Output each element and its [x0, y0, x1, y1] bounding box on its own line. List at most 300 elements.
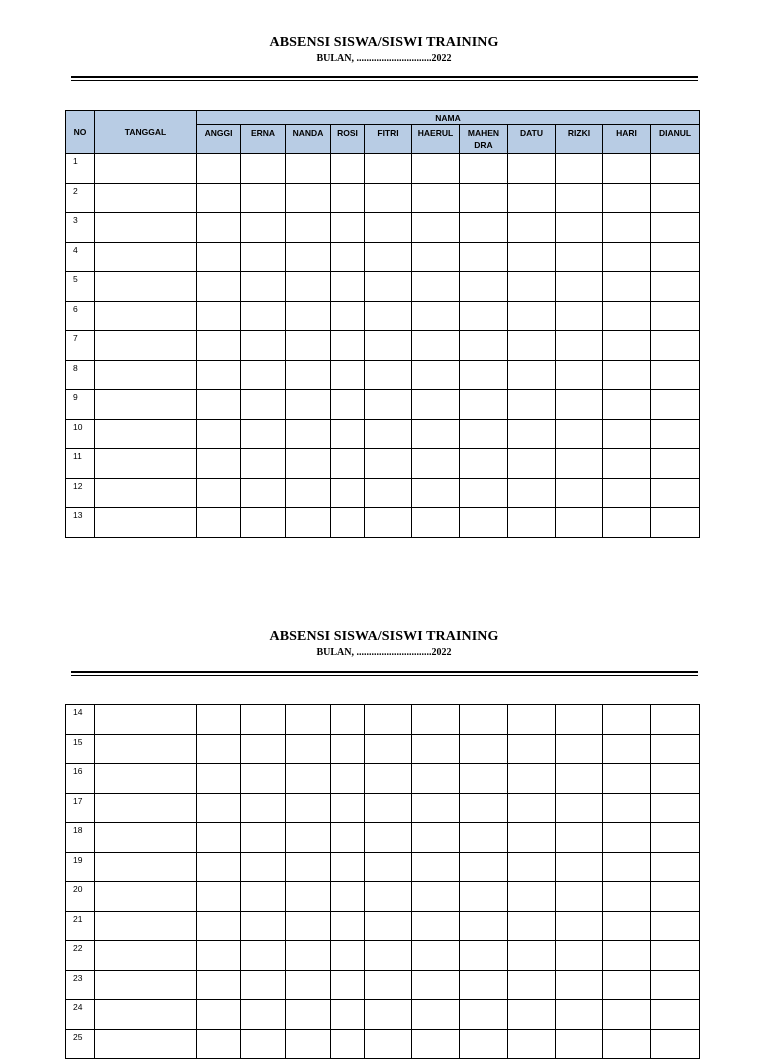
attendance-cell[interactable]	[412, 183, 460, 213]
attendance-cell[interactable]	[331, 183, 365, 213]
attendance-cell[interactable]	[331, 941, 365, 971]
attendance-cell[interactable]	[412, 478, 460, 508]
attendance-cell[interactable]	[508, 734, 556, 764]
attendance-cell[interactable]	[508, 301, 556, 331]
attendance-cell[interactable]	[460, 970, 508, 1000]
attendance-cell[interactable]	[508, 183, 556, 213]
attendance-cell[interactable]	[331, 705, 365, 735]
attendance-cell[interactable]	[460, 419, 508, 449]
attendance-cell[interactable]	[286, 419, 331, 449]
attendance-cell[interactable]	[508, 272, 556, 302]
attendance-cell[interactable]	[508, 419, 556, 449]
attendance-cell[interactable]	[286, 941, 331, 971]
attendance-cell[interactable]	[556, 852, 603, 882]
date-cell[interactable]	[95, 390, 197, 420]
attendance-cell[interactable]	[556, 941, 603, 971]
attendance-cell[interactable]	[197, 301, 241, 331]
date-cell[interactable]	[95, 852, 197, 882]
attendance-cell[interactable]	[556, 1029, 603, 1059]
attendance-cell[interactable]	[460, 272, 508, 302]
attendance-cell[interactable]	[603, 852, 651, 882]
attendance-cell[interactable]	[651, 823, 700, 853]
attendance-cell[interactable]	[603, 154, 651, 184]
attendance-cell[interactable]	[556, 705, 603, 735]
attendance-cell[interactable]	[286, 911, 331, 941]
attendance-cell[interactable]	[460, 183, 508, 213]
attendance-cell[interactable]	[286, 154, 331, 184]
attendance-cell[interactable]	[286, 882, 331, 912]
date-cell[interactable]	[95, 331, 197, 361]
date-cell[interactable]	[95, 301, 197, 331]
attendance-cell[interactable]	[241, 764, 286, 794]
attendance-cell[interactable]	[412, 242, 460, 272]
attendance-cell[interactable]	[331, 1029, 365, 1059]
date-cell[interactable]	[95, 705, 197, 735]
attendance-cell[interactable]	[197, 1029, 241, 1059]
attendance-cell[interactable]	[556, 360, 603, 390]
attendance-cell[interactable]	[556, 390, 603, 420]
attendance-cell[interactable]	[286, 449, 331, 479]
attendance-cell[interactable]	[603, 793, 651, 823]
attendance-cell[interactable]	[508, 449, 556, 479]
attendance-cell[interactable]	[412, 823, 460, 853]
attendance-cell[interactable]	[651, 852, 700, 882]
attendance-cell[interactable]	[651, 242, 700, 272]
attendance-cell[interactable]	[556, 882, 603, 912]
attendance-cell[interactable]	[603, 882, 651, 912]
attendance-cell[interactable]	[412, 941, 460, 971]
attendance-cell[interactable]	[460, 154, 508, 184]
attendance-cell[interactable]	[651, 882, 700, 912]
attendance-cell[interactable]	[508, 970, 556, 1000]
attendance-cell[interactable]	[365, 705, 412, 735]
attendance-cell[interactable]	[365, 183, 412, 213]
date-cell[interactable]	[95, 911, 197, 941]
attendance-cell[interactable]	[603, 301, 651, 331]
attendance-cell[interactable]	[460, 213, 508, 243]
attendance-cell[interactable]	[197, 449, 241, 479]
attendance-cell[interactable]	[508, 508, 556, 538]
attendance-cell[interactable]	[241, 154, 286, 184]
attendance-cell[interactable]	[331, 823, 365, 853]
attendance-cell[interactable]	[286, 478, 331, 508]
attendance-cell[interactable]	[508, 793, 556, 823]
attendance-cell[interactable]	[365, 242, 412, 272]
attendance-cell[interactable]	[331, 970, 365, 1000]
attendance-cell[interactable]	[412, 331, 460, 361]
attendance-cell[interactable]	[412, 734, 460, 764]
date-cell[interactable]	[95, 360, 197, 390]
date-cell[interactable]	[95, 508, 197, 538]
attendance-cell[interactable]	[412, 213, 460, 243]
attendance-cell[interactable]	[365, 823, 412, 853]
attendance-cell[interactable]	[460, 360, 508, 390]
date-cell[interactable]	[95, 242, 197, 272]
attendance-cell[interactable]	[412, 154, 460, 184]
attendance-cell[interactable]	[603, 734, 651, 764]
attendance-cell[interactable]	[556, 331, 603, 361]
attendance-cell[interactable]	[412, 301, 460, 331]
date-cell[interactable]	[95, 1029, 197, 1059]
attendance-cell[interactable]	[651, 941, 700, 971]
date-cell[interactable]	[95, 970, 197, 1000]
attendance-cell[interactable]	[365, 301, 412, 331]
attendance-cell[interactable]	[651, 911, 700, 941]
attendance-cell[interactable]	[651, 793, 700, 823]
attendance-cell[interactable]	[460, 734, 508, 764]
attendance-cell[interactable]	[603, 183, 651, 213]
attendance-cell[interactable]	[508, 911, 556, 941]
attendance-cell[interactable]	[603, 911, 651, 941]
attendance-cell[interactable]	[365, 213, 412, 243]
attendance-cell[interactable]	[331, 1000, 365, 1030]
attendance-cell[interactable]	[197, 242, 241, 272]
attendance-cell[interactable]	[460, 941, 508, 971]
attendance-cell[interactable]	[460, 301, 508, 331]
attendance-cell[interactable]	[556, 970, 603, 1000]
attendance-cell[interactable]	[460, 449, 508, 479]
attendance-cell[interactable]	[286, 213, 331, 243]
attendance-cell[interactable]	[197, 852, 241, 882]
attendance-cell[interactable]	[365, 508, 412, 538]
attendance-cell[interactable]	[603, 1000, 651, 1030]
attendance-cell[interactable]	[651, 360, 700, 390]
attendance-cell[interactable]	[286, 705, 331, 735]
attendance-cell[interactable]	[603, 272, 651, 302]
attendance-cell[interactable]	[197, 183, 241, 213]
attendance-cell[interactable]	[508, 882, 556, 912]
attendance-cell[interactable]	[412, 390, 460, 420]
attendance-cell[interactable]	[286, 183, 331, 213]
attendance-cell[interactable]	[508, 242, 556, 272]
attendance-cell[interactable]	[460, 823, 508, 853]
attendance-cell[interactable]	[556, 478, 603, 508]
attendance-cell[interactable]	[286, 390, 331, 420]
attendance-cell[interactable]	[197, 970, 241, 1000]
attendance-cell[interactable]	[412, 1000, 460, 1030]
attendance-cell[interactable]	[365, 970, 412, 1000]
attendance-cell[interactable]	[460, 911, 508, 941]
attendance-cell[interactable]	[508, 852, 556, 882]
attendance-cell[interactable]	[331, 508, 365, 538]
attendance-cell[interactable]	[331, 449, 365, 479]
attendance-cell[interactable]	[241, 941, 286, 971]
attendance-cell[interactable]	[197, 390, 241, 420]
attendance-cell[interactable]	[508, 1029, 556, 1059]
attendance-cell[interactable]	[460, 242, 508, 272]
attendance-cell[interactable]	[412, 852, 460, 882]
date-cell[interactable]	[95, 183, 197, 213]
attendance-cell[interactable]	[651, 449, 700, 479]
attendance-cell[interactable]	[286, 301, 331, 331]
attendance-cell[interactable]	[197, 478, 241, 508]
attendance-cell[interactable]	[603, 242, 651, 272]
attendance-cell[interactable]	[508, 478, 556, 508]
attendance-cell[interactable]	[241, 882, 286, 912]
attendance-cell[interactable]	[241, 390, 286, 420]
attendance-cell[interactable]	[241, 419, 286, 449]
date-cell[interactable]	[95, 1000, 197, 1030]
attendance-cell[interactable]	[331, 852, 365, 882]
attendance-cell[interactable]	[241, 734, 286, 764]
attendance-cell[interactable]	[241, 970, 286, 1000]
attendance-cell[interactable]	[412, 508, 460, 538]
attendance-cell[interactable]	[412, 970, 460, 1000]
date-cell[interactable]	[95, 793, 197, 823]
attendance-cell[interactable]	[197, 272, 241, 302]
attendance-cell[interactable]	[651, 331, 700, 361]
attendance-cell[interactable]	[603, 823, 651, 853]
date-cell[interactable]	[95, 823, 197, 853]
attendance-cell[interactable]	[651, 508, 700, 538]
attendance-cell[interactable]	[508, 705, 556, 735]
attendance-cell[interactable]	[365, 449, 412, 479]
attendance-cell[interactable]	[331, 882, 365, 912]
attendance-cell[interactable]	[603, 213, 651, 243]
attendance-cell[interactable]	[241, 331, 286, 361]
date-cell[interactable]	[95, 449, 197, 479]
attendance-cell[interactable]	[365, 419, 412, 449]
attendance-cell[interactable]	[651, 213, 700, 243]
attendance-cell[interactable]	[197, 734, 241, 764]
attendance-cell[interactable]	[197, 764, 241, 794]
attendance-cell[interactable]	[556, 508, 603, 538]
date-cell[interactable]	[95, 734, 197, 764]
attendance-cell[interactable]	[286, 331, 331, 361]
date-cell[interactable]	[95, 213, 197, 243]
attendance-cell[interactable]	[460, 1029, 508, 1059]
attendance-cell[interactable]	[603, 449, 651, 479]
attendance-cell[interactable]	[286, 823, 331, 853]
attendance-cell[interactable]	[603, 478, 651, 508]
date-cell[interactable]	[95, 419, 197, 449]
attendance-cell[interactable]	[331, 154, 365, 184]
attendance-cell[interactable]	[241, 508, 286, 538]
attendance-cell[interactable]	[197, 360, 241, 390]
attendance-cell[interactable]	[365, 1000, 412, 1030]
attendance-cell[interactable]	[508, 154, 556, 184]
attendance-cell[interactable]	[241, 449, 286, 479]
attendance-cell[interactable]	[603, 764, 651, 794]
attendance-cell[interactable]	[241, 852, 286, 882]
attendance-cell[interactable]	[241, 301, 286, 331]
attendance-cell[interactable]	[412, 419, 460, 449]
attendance-cell[interactable]	[365, 941, 412, 971]
attendance-cell[interactable]	[197, 508, 241, 538]
attendance-cell[interactable]	[556, 242, 603, 272]
attendance-cell[interactable]	[331, 911, 365, 941]
attendance-cell[interactable]	[331, 734, 365, 764]
attendance-cell[interactable]	[651, 970, 700, 1000]
attendance-cell[interactable]	[603, 705, 651, 735]
attendance-cell[interactable]	[460, 852, 508, 882]
attendance-cell[interactable]	[556, 419, 603, 449]
attendance-cell[interactable]	[331, 478, 365, 508]
attendance-cell[interactable]	[651, 1029, 700, 1059]
attendance-cell[interactable]	[286, 1000, 331, 1030]
attendance-cell[interactable]	[651, 154, 700, 184]
attendance-cell[interactable]	[556, 793, 603, 823]
attendance-cell[interactable]	[556, 734, 603, 764]
attendance-cell[interactable]	[651, 478, 700, 508]
attendance-cell[interactable]	[241, 793, 286, 823]
attendance-cell[interactable]	[197, 213, 241, 243]
attendance-cell[interactable]	[286, 852, 331, 882]
attendance-cell[interactable]	[241, 242, 286, 272]
attendance-cell[interactable]	[286, 360, 331, 390]
attendance-cell[interactable]	[460, 390, 508, 420]
attendance-cell[interactable]	[241, 272, 286, 302]
attendance-cell[interactable]	[603, 419, 651, 449]
attendance-cell[interactable]	[331, 360, 365, 390]
attendance-cell[interactable]	[460, 705, 508, 735]
attendance-cell[interactable]	[508, 764, 556, 794]
attendance-cell[interactable]	[331, 272, 365, 302]
attendance-cell[interactable]	[197, 823, 241, 853]
attendance-cell[interactable]	[286, 734, 331, 764]
attendance-cell[interactable]	[651, 705, 700, 735]
attendance-cell[interactable]	[460, 331, 508, 361]
attendance-cell[interactable]	[651, 301, 700, 331]
attendance-cell[interactable]	[197, 1000, 241, 1030]
attendance-cell[interactable]	[460, 508, 508, 538]
attendance-cell[interactable]	[365, 154, 412, 184]
attendance-cell[interactable]	[331, 764, 365, 794]
attendance-cell[interactable]	[241, 911, 286, 941]
attendance-cell[interactable]	[508, 1000, 556, 1030]
attendance-cell[interactable]	[508, 213, 556, 243]
attendance-cell[interactable]	[365, 478, 412, 508]
date-cell[interactable]	[95, 478, 197, 508]
attendance-cell[interactable]	[603, 941, 651, 971]
date-cell[interactable]	[95, 941, 197, 971]
attendance-cell[interactable]	[241, 360, 286, 390]
attendance-cell[interactable]	[197, 882, 241, 912]
attendance-cell[interactable]	[197, 941, 241, 971]
attendance-cell[interactable]	[651, 734, 700, 764]
attendance-cell[interactable]	[286, 1029, 331, 1059]
attendance-cell[interactable]	[508, 941, 556, 971]
attendance-cell[interactable]	[331, 213, 365, 243]
attendance-cell[interactable]	[365, 272, 412, 302]
attendance-cell[interactable]	[412, 882, 460, 912]
attendance-cell[interactable]	[331, 242, 365, 272]
attendance-cell[interactable]	[651, 419, 700, 449]
attendance-cell[interactable]	[412, 360, 460, 390]
attendance-cell[interactable]	[556, 183, 603, 213]
attendance-cell[interactable]	[197, 419, 241, 449]
attendance-cell[interactable]	[460, 793, 508, 823]
attendance-cell[interactable]	[286, 970, 331, 1000]
attendance-cell[interactable]	[556, 272, 603, 302]
attendance-cell[interactable]	[508, 823, 556, 853]
attendance-cell[interactable]	[241, 705, 286, 735]
attendance-cell[interactable]	[286, 508, 331, 538]
attendance-cell[interactable]	[412, 1029, 460, 1059]
attendance-cell[interactable]	[603, 360, 651, 390]
attendance-cell[interactable]	[556, 449, 603, 479]
attendance-cell[interactable]	[412, 793, 460, 823]
attendance-cell[interactable]	[651, 1000, 700, 1030]
attendance-cell[interactable]	[460, 478, 508, 508]
attendance-cell[interactable]	[331, 419, 365, 449]
attendance-cell[interactable]	[365, 882, 412, 912]
attendance-cell[interactable]	[651, 764, 700, 794]
attendance-cell[interactable]	[460, 882, 508, 912]
attendance-cell[interactable]	[412, 705, 460, 735]
attendance-cell[interactable]	[603, 331, 651, 361]
attendance-cell[interactable]	[241, 213, 286, 243]
attendance-cell[interactable]	[365, 360, 412, 390]
attendance-cell[interactable]	[508, 390, 556, 420]
attendance-cell[interactable]	[365, 793, 412, 823]
attendance-cell[interactable]	[556, 764, 603, 794]
attendance-cell[interactable]	[241, 183, 286, 213]
attendance-cell[interactable]	[603, 390, 651, 420]
attendance-cell[interactable]	[365, 1029, 412, 1059]
attendance-cell[interactable]	[241, 478, 286, 508]
attendance-cell[interactable]	[286, 793, 331, 823]
attendance-cell[interactable]	[286, 242, 331, 272]
attendance-cell[interactable]	[197, 793, 241, 823]
attendance-cell[interactable]	[460, 1000, 508, 1030]
date-cell[interactable]	[95, 882, 197, 912]
attendance-cell[interactable]	[412, 449, 460, 479]
attendance-cell[interactable]	[508, 331, 556, 361]
attendance-cell[interactable]	[412, 272, 460, 302]
attendance-cell[interactable]	[603, 508, 651, 538]
attendance-cell[interactable]	[286, 272, 331, 302]
attendance-cell[interactable]	[651, 272, 700, 302]
attendance-cell[interactable]	[460, 764, 508, 794]
attendance-cell[interactable]	[365, 734, 412, 764]
attendance-cell[interactable]	[556, 301, 603, 331]
attendance-cell[interactable]	[651, 390, 700, 420]
attendance-cell[interactable]	[197, 154, 241, 184]
attendance-cell[interactable]	[651, 183, 700, 213]
attendance-cell[interactable]	[241, 1000, 286, 1030]
attendance-cell[interactable]	[365, 911, 412, 941]
attendance-cell[interactable]	[197, 331, 241, 361]
attendance-cell[interactable]	[197, 911, 241, 941]
attendance-cell[interactable]	[365, 390, 412, 420]
attendance-cell[interactable]	[556, 213, 603, 243]
attendance-cell[interactable]	[286, 764, 331, 794]
attendance-cell[interactable]	[331, 331, 365, 361]
attendance-cell[interactable]	[331, 390, 365, 420]
attendance-cell[interactable]	[365, 331, 412, 361]
date-cell[interactable]	[95, 272, 197, 302]
attendance-cell[interactable]	[331, 301, 365, 331]
attendance-cell[interactable]	[603, 1029, 651, 1059]
attendance-cell[interactable]	[241, 823, 286, 853]
attendance-cell[interactable]	[556, 911, 603, 941]
date-cell[interactable]	[95, 154, 197, 184]
attendance-cell[interactable]	[365, 764, 412, 794]
attendance-cell[interactable]	[365, 852, 412, 882]
date-cell[interactable]	[95, 764, 197, 794]
attendance-cell[interactable]	[556, 1000, 603, 1030]
attendance-cell[interactable]	[412, 911, 460, 941]
attendance-cell[interactable]	[603, 970, 651, 1000]
attendance-cell[interactable]	[241, 1029, 286, 1059]
attendance-cell[interactable]	[556, 154, 603, 184]
attendance-cell[interactable]	[412, 764, 460, 794]
attendance-cell[interactable]	[508, 360, 556, 390]
attendance-cell[interactable]	[331, 793, 365, 823]
attendance-cell[interactable]	[197, 705, 241, 735]
attendance-cell[interactable]	[556, 823, 603, 853]
